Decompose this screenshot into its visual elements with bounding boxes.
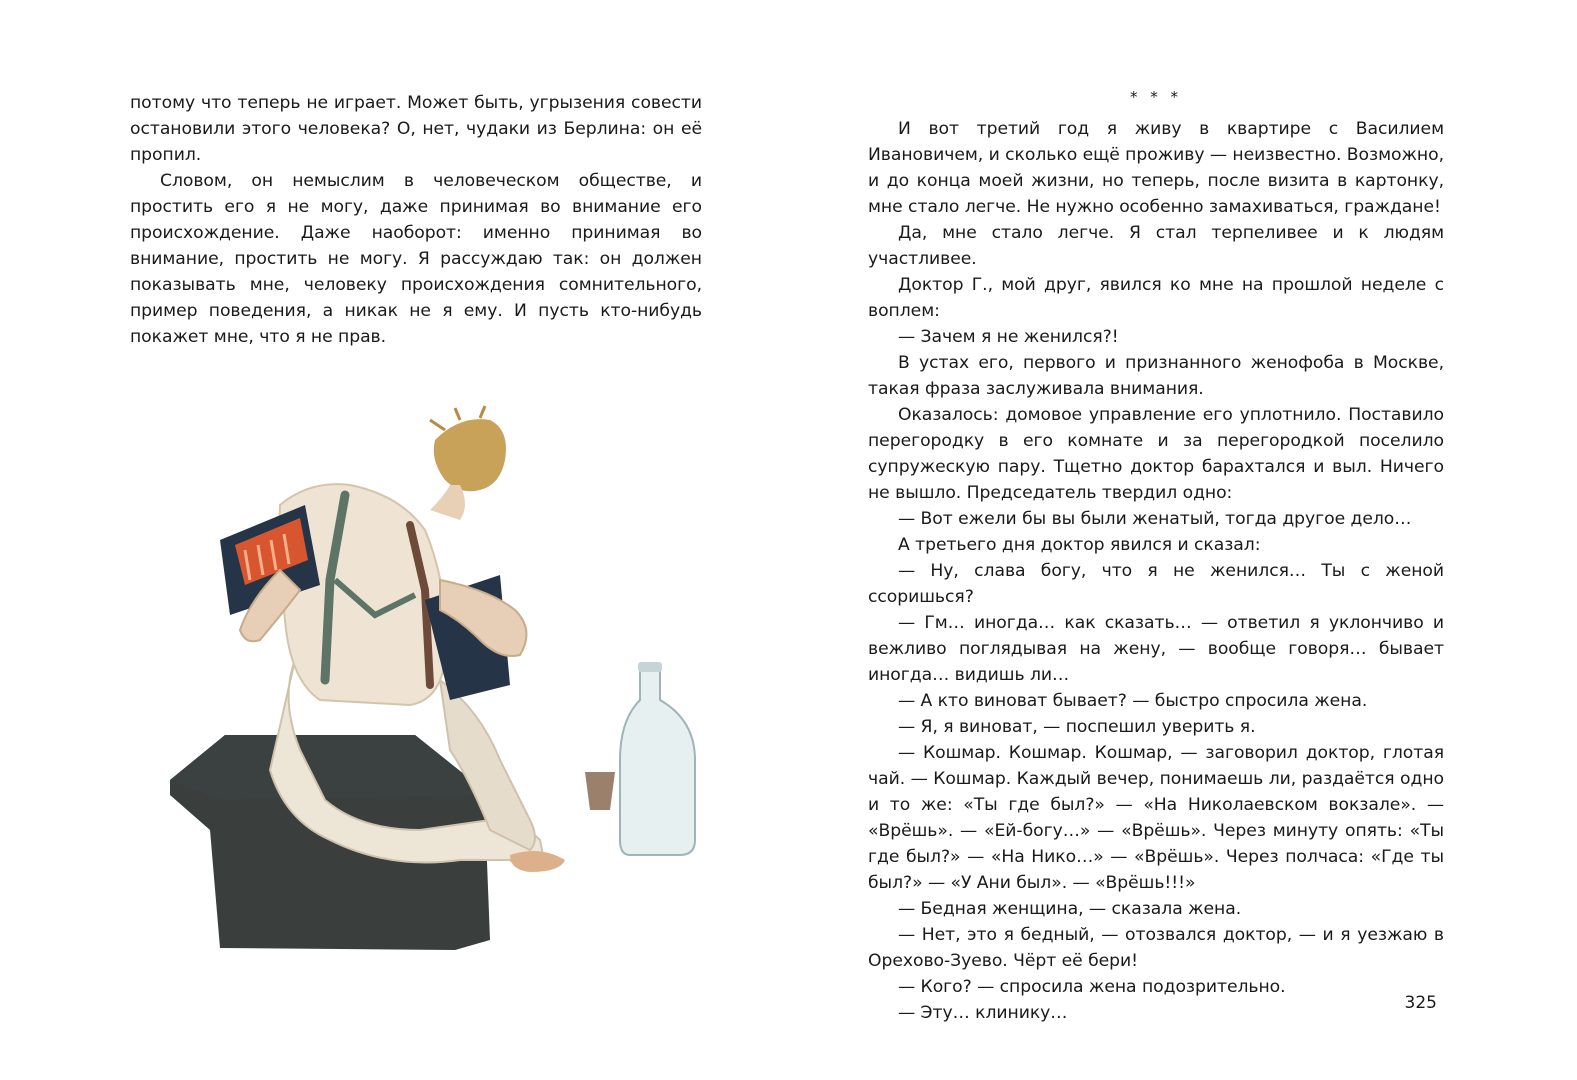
neck-shape (430, 485, 465, 520)
left-page-text (130, 90, 702, 350)
page-number: 325 (1404, 993, 1437, 1013)
left-page (0, 0, 788, 1080)
right-paragraph: — А кто виноват бывает? — быстро спросила жена. (898, 691, 1368, 711)
right-paragraph: Доктор Г., мой друг, явился ко мне на прошлой неделе с воплем: (868, 275, 1444, 321)
right-paragraph: Оказалось: домовое управление его уплотнило. Поставило перегородку в его комнате и за перегородкой поселило супружескую пару. Тщетно доктор барахтался и выл. Ничего не вышло. Председатель твердил одно: (868, 405, 1444, 503)
right-paragraph: — Я, я виноват, — поспешил уверить я. (898, 717, 1256, 737)
right-paragraph: — Гм… иногда… как сказать… — ответил я уклончиво и вежливо поглядывая на жену, — вообще говоря… бывает иногда… видишь ли… (868, 613, 1444, 685)
right-paragraph: В устах его, первого и признанного женофоба в Москве, такая фраза заслуживала внимания. (868, 353, 1444, 399)
right-page (788, 0, 1577, 1080)
accordion-player-illustration (160, 400, 720, 960)
right-paragraph: Да, мне стало легче. Я стал терпеливее и к людям участливее. (868, 223, 1444, 269)
foot-shape (510, 851, 565, 872)
right-paragraph: И вот третий год я живу в квартире с Василием Ивановичем, и сколько ещё проживу — неизвестно. Возможно, и до конца моей жизни, но теперь, после визита в картонку, мне стало легче. Не нужно особенно замахиваться, граждане! (868, 119, 1444, 217)
right-paragraph: — Зачем я не женился?! (898, 327, 1119, 347)
right-paragraph: — Бедная женщина, — сказала жена. (898, 899, 1242, 919)
right-paragraph: — Кого? — спросила жена подозрительно. (898, 977, 1286, 997)
right-paragraph: — Эту… клинику… (898, 1003, 1068, 1023)
cup-shape (585, 772, 615, 810)
right-paragraph: — Кошмар. Кошмар. Кошмар, — заговорил доктор, глотая чай. — Кошмар. Каждый вечер, понимаешь ли, раздаётся одно и то же: «Ты где был?» — «На Николаевском вокзале». — «Врёшь». — «Ей-богу…» — «Врёшь». Через минуту опять: «Ты где был?» — «На Нико…» — «Врёшь». Через полчаса: «Где ты был?» — «У Ани был». — «Врёшь!!!» (868, 743, 1444, 893)
right-paragraph: — Ну, слава богу, что я не женился… Ты с женой ссоришься? (868, 561, 1444, 607)
bottle-shape (620, 670, 695, 855)
left-paragraph: потому что теперь не играет. Может быть, угрызения совести остановили этого человека? О, нет, чудаки из Берлина: он её пропил. (130, 93, 702, 165)
right-paragraph: — Вот ежели бы вы были женатый, тогда другое дело… (898, 509, 1412, 529)
right-paragraph: А третьего дня доктор явился и сказал: (898, 535, 1261, 555)
right-page-text (868, 116, 1444, 1026)
left-paragraph: Словом, он немыслим в человеческом обществе, и простить его я не могу, даже принимая во внимание его происхождение. Даже наоборот: именно принимая во внимание, простить не могу. Я рассуждаю так: он должен показывать мне, человеку происхождения сомнительного, пример поведения, а никак не я ему. И пусть кто-нибудь покажет мне, что я не прав. (130, 171, 702, 347)
right-paragraph: — Нет, это я бедный, — отозвался доктор, — и я уезжаю в Орехово-Зуево. Чёрт её бери! (868, 925, 1444, 971)
section-separator: * * * (1129, 88, 1183, 106)
